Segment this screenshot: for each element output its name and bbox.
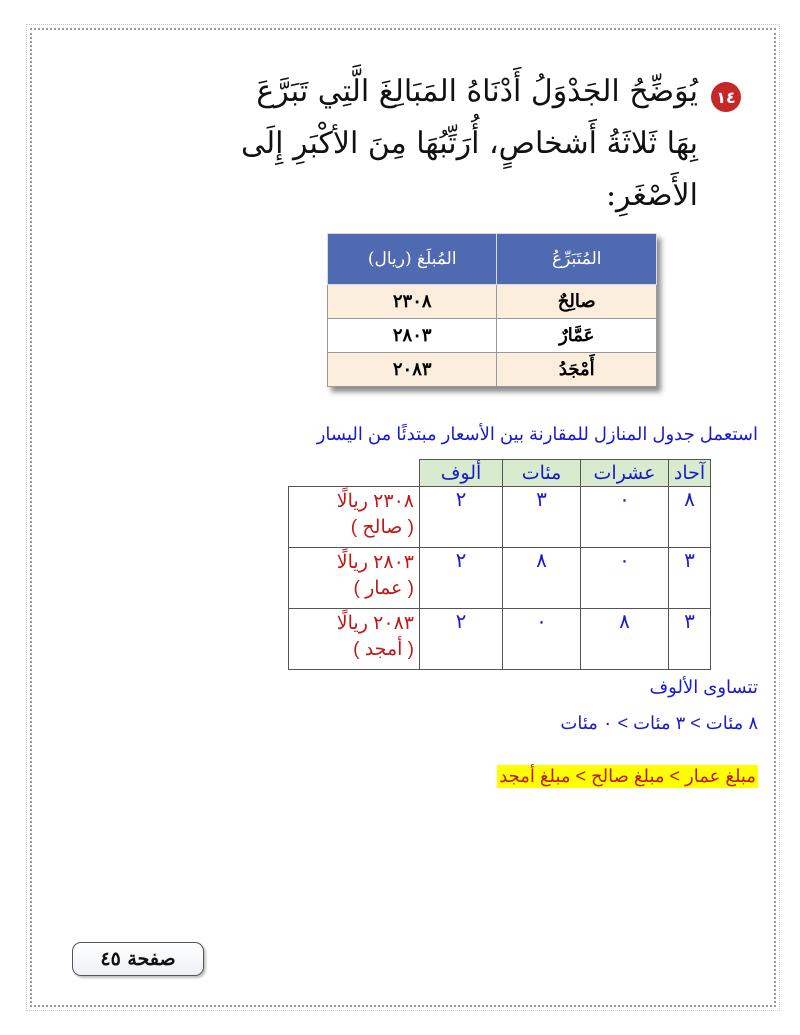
amount-note [289,609,420,670]
thousands-header: ألوف [420,460,503,487]
amount-header: المُبلَغ (ريال) [328,234,497,285]
tens-cell: ٨ [581,609,669,670]
ones-cell: ٣ [669,548,711,609]
amount-note [289,487,420,548]
instruction-text: استعمل جدول المنازل للمقارنة بين الأسعار مبتدئًا من اليسار [316,424,758,444]
place-value-table [288,459,711,670]
tens-header: عشرات [581,460,669,487]
donor-name: ( عمار ) [353,578,414,599]
question-line: يُوَضِّحُ الجَدْوَلُ أَدْنَاهُ المَبَالِغَ الَّتِي تَبَرَّعَ [256,74,698,109]
ones-cell: ٣ [669,609,711,670]
amount-note [289,548,420,609]
donor-cell: أَمْجَدُ [497,353,657,387]
amount-cell: ٢٣٠٨ [328,285,497,319]
hundreds-cell: ٠ [503,609,581,670]
donor-name: ( صالح ) [350,517,414,538]
thousands-equal-text: تتساوى الألوف [649,677,758,697]
conclusion-highlight: مبلغ عمار > مبلغ صالح > مبلغ أمجد [499,766,756,786]
table-row [328,285,657,319]
table-row [328,319,657,353]
donation-table [327,233,657,387]
amount-text: ٢٠٨٣ ريالًا [336,613,414,634]
table-row [328,353,657,387]
hundreds-cell: ٣ [503,487,581,548]
table-row [289,548,711,609]
hundreds-cell: ٨ [503,548,581,609]
amount-text: ٢٣٠٨ ريالًا [336,491,414,512]
blank-header [289,460,420,487]
question-text [240,66,698,222]
table-row [289,487,711,548]
table-row [289,609,711,670]
tens-cell: ٠ [581,487,669,548]
amount-cell: ٢٠٨٣ [328,353,497,387]
question-line: الأَصْغَرِ: [605,178,698,213]
donor-name: ( أمجد ) [353,639,414,660]
thousands-cell: ٢ [420,487,503,548]
ones-cell: ٨ [669,487,711,548]
thousands-cell: ٢ [420,609,503,670]
donor-header: المُتَبَرِّعُ [497,234,657,285]
amount-cell: ٢٨٠٣ [328,319,497,353]
hundreds-header: مئات [503,460,581,487]
question-number-badge: ١٤ [711,82,741,112]
page-number-label: صفحة ٤٥ [72,942,204,976]
ones-header: آحاد [669,460,711,487]
question-line: بِهَا ثَلاثَةُ أَشخاصٍ، أُرَتِّبُهَا مِنَ الأكْبَرِ إِلَى [240,126,698,161]
donor-cell: عَمَّارٌ [497,319,657,353]
thousands-cell: ٢ [420,548,503,609]
amount-text: ٢٨٠٣ ريالًا [336,552,414,573]
hundreds-compare-text: ٨ مئات > ٣ مئات > ٠ مئات [560,713,758,733]
donor-cell: صالِحٌ [497,285,657,319]
tens-cell: ٠ [581,548,669,609]
